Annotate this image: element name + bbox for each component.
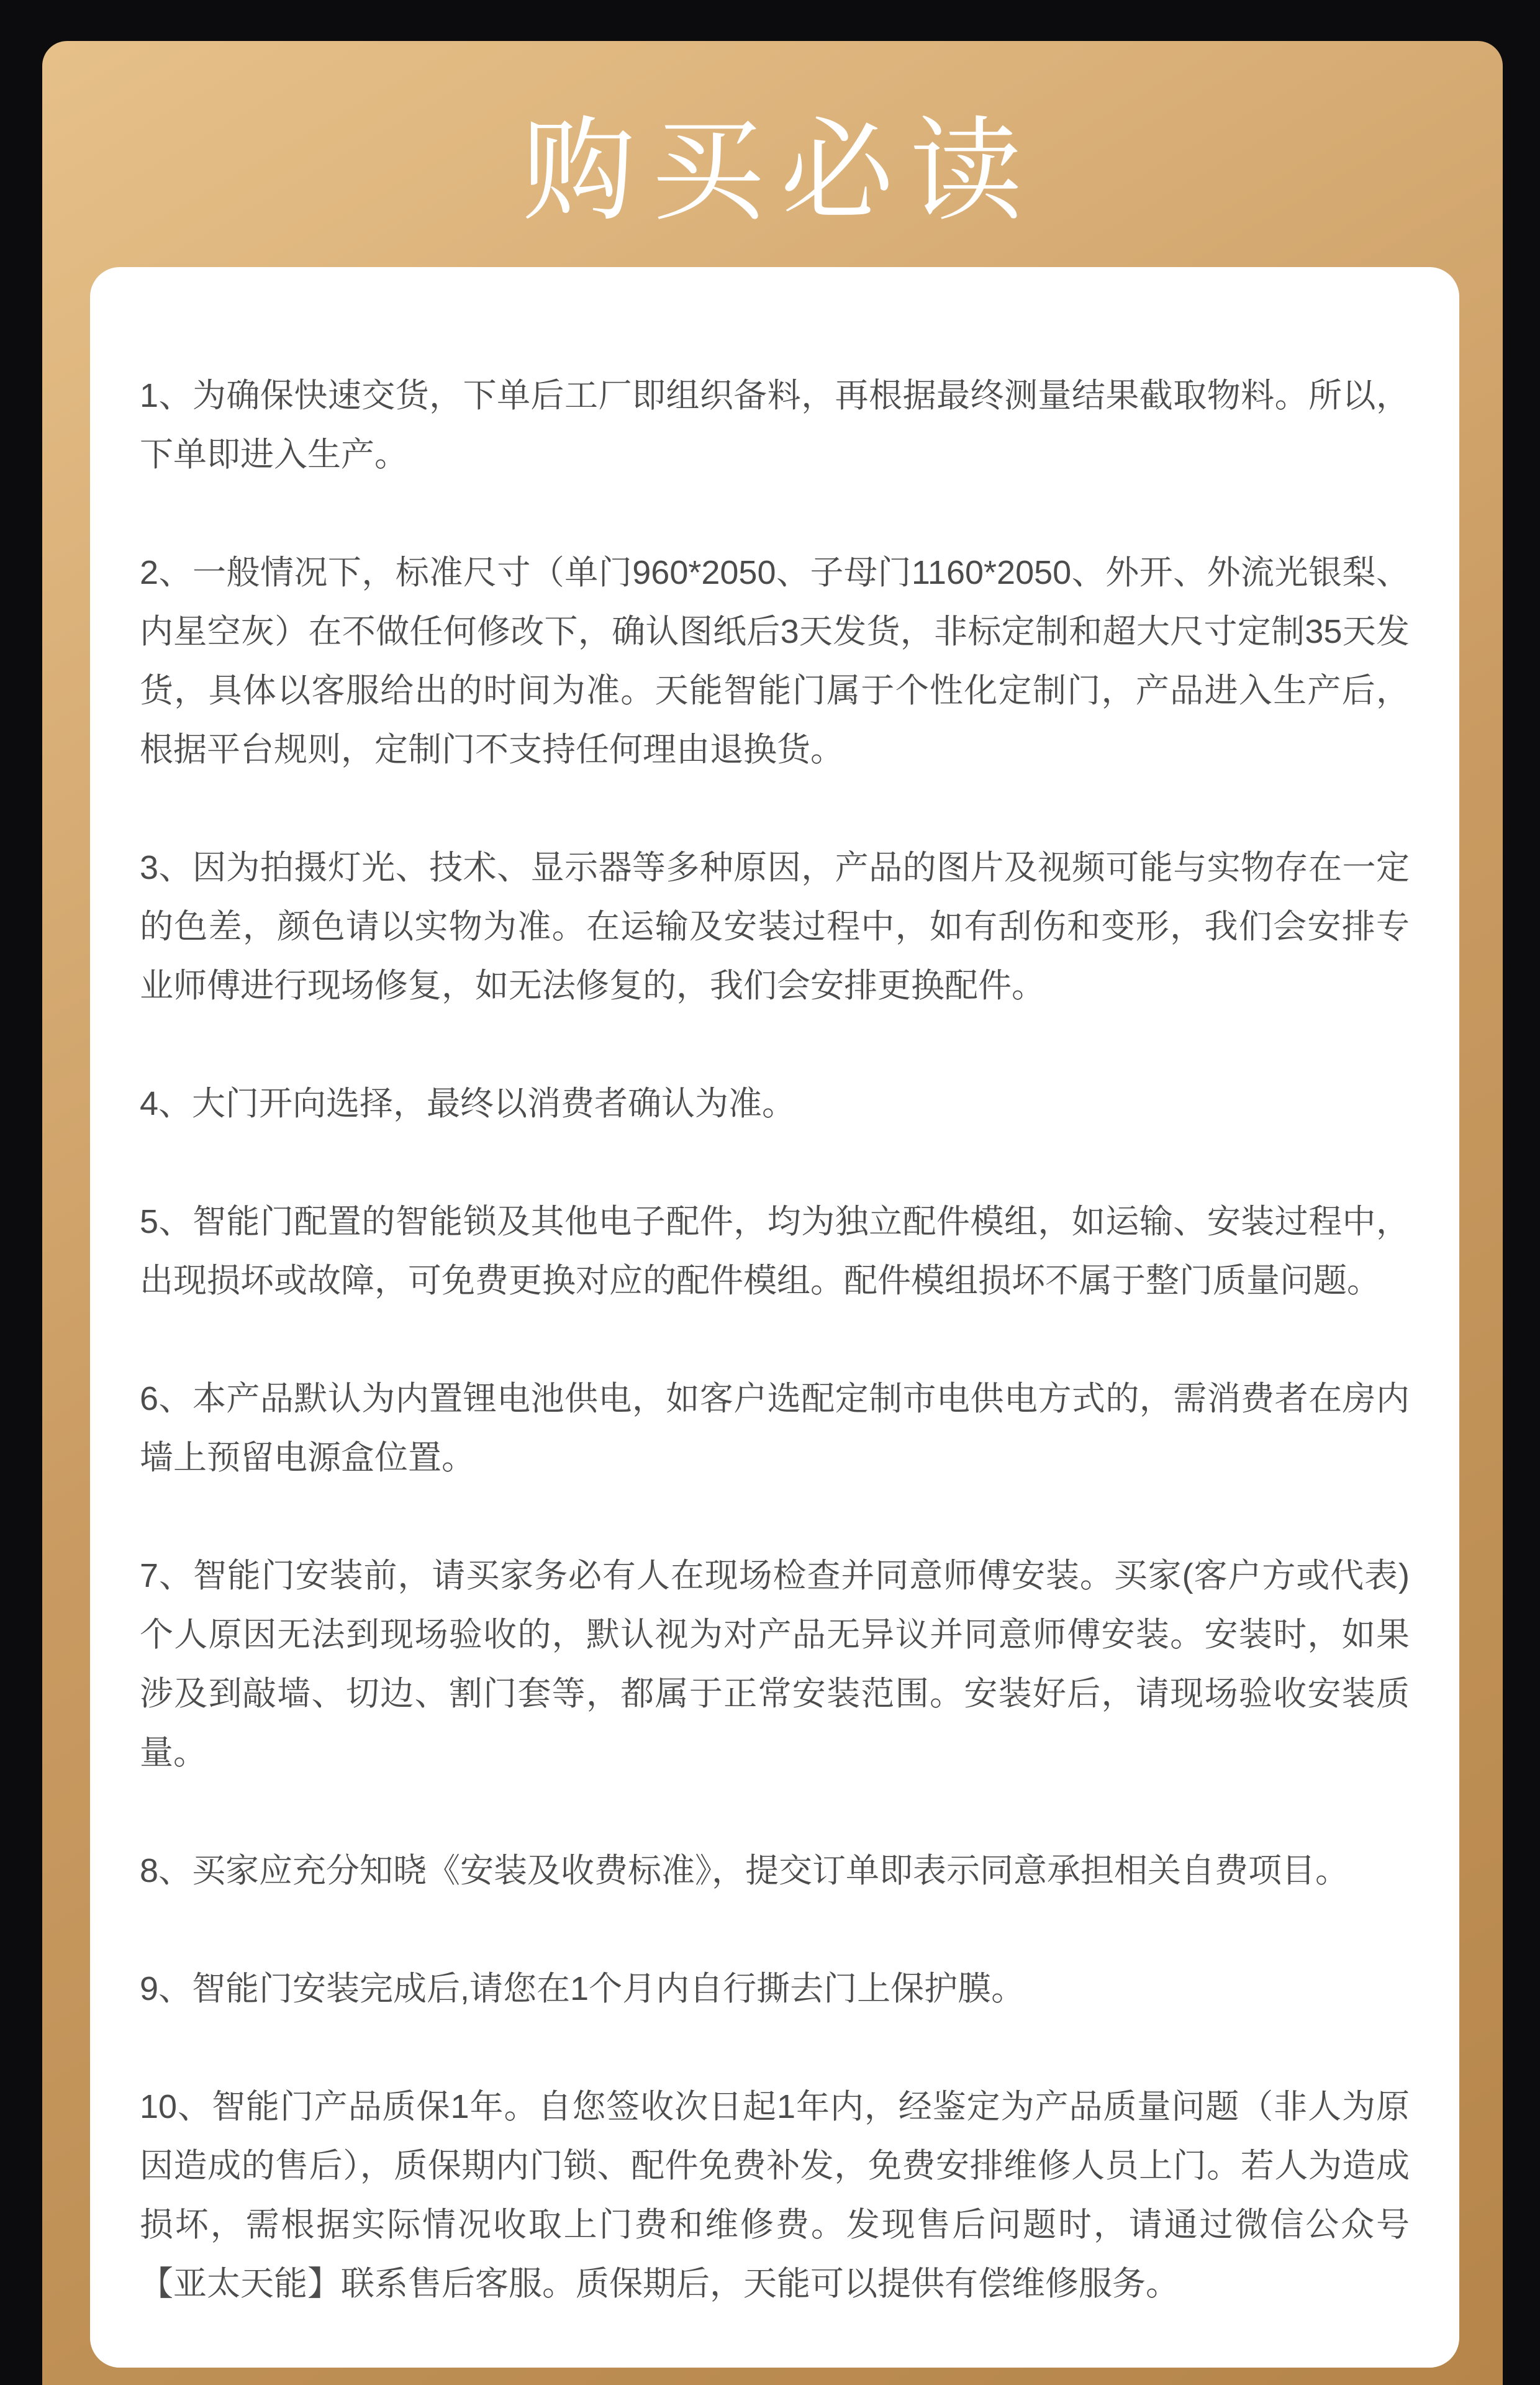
notice-card (90, 267, 1459, 2368)
notice-item-1: 1、为确保快速交货，下单后工厂即组织备料，再根据最终测量结果截取物料。所以，下单即进入生产。 (140, 377, 1410, 473)
notice-item-9: 9、智能门安装完成后,请您在1个月内自行撕去门上保护膜。 (140, 1970, 1025, 2007)
notice-item-3: 3、因为拍摄灯光、技术、显示器等多种原因，产品的图片及视频可能与实物存在一定的色差，颜色请以实物为准。在运输及安装过程中，如有刮伤和变形，我们会安排专业师傅进行现场修复，如无法修复的，我们会安排更换配件。 (140, 849, 1410, 1004)
notice-item-2: 2、一般情况下，标准尺寸（单门960*2050、子母门1160*2050、外开、外流光银梨、内星空灰）在不做任何修改下，确认图纸后3天发货，非标定制和超大尺寸定制35天发货，具体以客服给出的时间为准。天能智能门属于个性化定制门，产品进入生产后，根据平台规则，定制门不支持任何理由退换货。 (140, 554, 1410, 768)
notice-item-6: 6、本产品默认为内置锂电池供电，如客户选配定制市电供电方式的，需消费者在房内墙上预留电源盒位置。 (140, 1380, 1410, 1476)
notice-item-5: 5、智能门配置的智能锁及其他电子配件，均为独立配件模组，如运输、安装过程中，出现损坏或故障，可免费更换对应的配件模组。配件模组损坏不属于整门质量问题。 (140, 1203, 1410, 1299)
gold-panel (42, 41, 1503, 2385)
notice-item-8: 8、买家应充分知晓《安装及收费标准》，提交订单即表示同意承担相关自费项目。 (140, 1852, 1349, 1889)
notice-item-10: 10、智能门产品质保1年。自您签收次日起1年内，经鉴定为产品质量问题（非人为原因造成的售后），质保期内门锁、配件免费补发，免费安排维修人员上门。若人为造成损坏，需根据实际情况收取上门费和维修费。发现售后问题时，请通过微信公众号【亚太天能】联系售后客服。质保期后，天能可以提供有偿维修服务。 (140, 2088, 1410, 2302)
page-title: 购买必读 (522, 107, 1039, 234)
notice-item-7: 7、智能门安装前，请买家务必有人在现场检查并同意师傅安装。买家(客户方或代表)个人原因无法到现场验收的，默认视为对产品无异议并同意师傅安装。安装时，如果涉及到敲墙、切边、割门套等，都属于正常安装范围。安装好后，请现场验收安装质量。 (140, 1557, 1410, 1771)
notice-item-4: 4、大门开向选择，最终以消费者确认为准。 (140, 1085, 796, 1122)
